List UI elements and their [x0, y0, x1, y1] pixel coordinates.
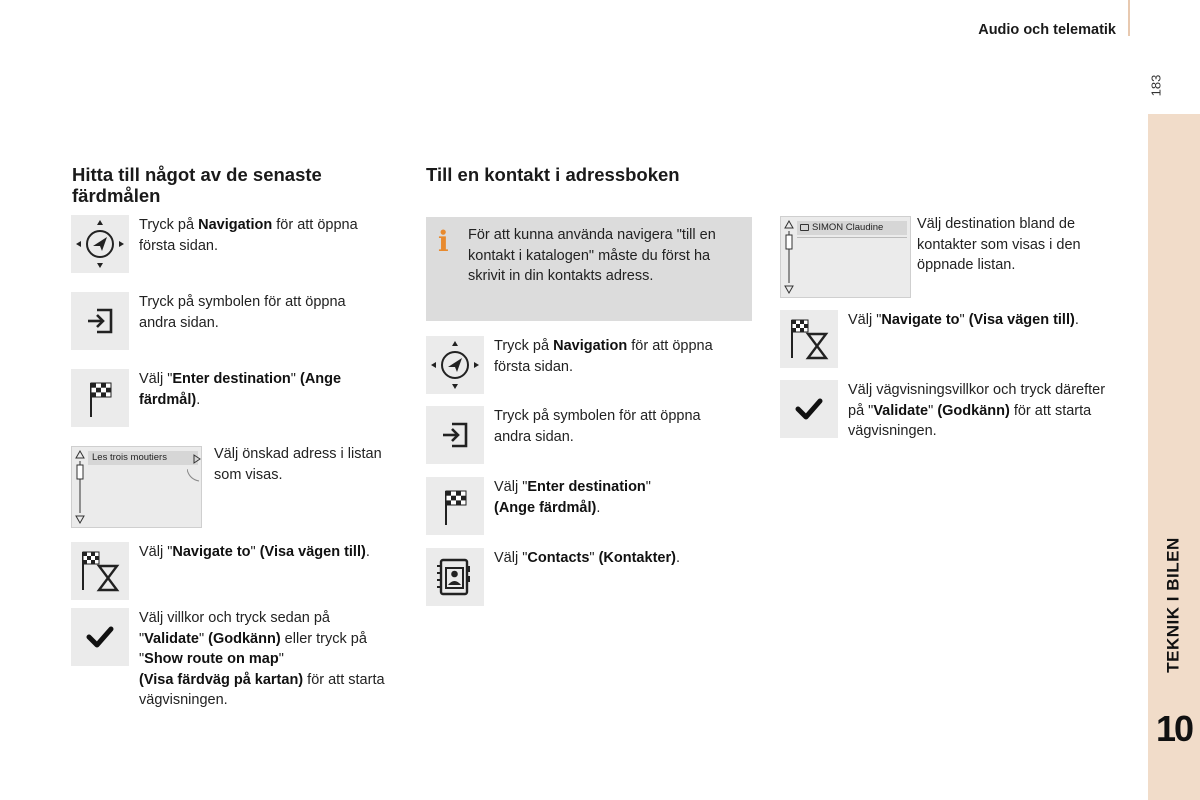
- contact-list-screen: [780, 216, 911, 298]
- step-navigation: Tryck på Navigation för att öppna första sidan.: [71, 215, 379, 273]
- step-select-address: [71, 446, 392, 528]
- step-next-page: [426, 406, 734, 464]
- flag-hourglass-icon: [780, 310, 838, 368]
- step-text: Tryck på symbolen för att öppna andra sidan.: [139, 294, 346, 331]
- step-contacts: Välj "Contacts" (Kontakter).: [426, 548, 734, 606]
- step-enter-destination: Välj "Enter destination" (Ange färdmål).: [71, 369, 379, 427]
- chevron-right-icon: [193, 454, 201, 464]
- next-page-icon: [426, 406, 484, 464]
- checkmark-icon: [71, 608, 129, 666]
- address-list-screen: [71, 446, 202, 528]
- section-title-contact: Till en kontakt i adressboken: [426, 164, 680, 185]
- step-text: Tryck på symbolen för att öppna andra sidan.: [494, 408, 701, 445]
- checkered-flag-icon: [426, 477, 484, 535]
- list-scroll-icon: [783, 219, 795, 295]
- checkmark-icon: [780, 380, 838, 438]
- flag-hourglass-icon: [71, 542, 129, 600]
- step-text: Välj destination bland de kontakter som visas i den öppnade listan.: [917, 216, 1081, 273]
- navigation-compass-icon: [71, 215, 129, 273]
- contacts-book-icon: [426, 548, 484, 606]
- chapter-label: TEKNIK I BILEN: [1164, 537, 1184, 673]
- step-validate: Välj villkor och tryck sedan på "Validate" (Godkänn) eller tryck på "Show route on map" (Visa färdväg på kartan) för att starta vägvisningen.: [71, 608, 389, 711]
- step-navigate-to: Välj "Navigate to" (Visa vägen till).: [71, 542, 389, 600]
- list-scroll-icon: [74, 449, 86, 525]
- step-next-page: [71, 292, 379, 350]
- checkered-flag-icon: [71, 369, 129, 427]
- contact-list-row: SIMON Claudine: [797, 221, 907, 235]
- page-header-title: Audio och telematik: [978, 22, 1116, 38]
- header-rule: [1128, 0, 1130, 36]
- step-select-contact: [780, 216, 1111, 298]
- info-icon: i: [438, 225, 449, 258]
- contact-card-icon: [800, 224, 809, 231]
- info-text: För att kunna använda navigera "till en kontakt i katalogen" måste du först ha skrivit in din kontakts adress.: [468, 227, 716, 284]
- address-list-row: Les trois moutiers: [88, 451, 198, 465]
- step-navigation: Tryck på Navigation för att öppna första sidan.: [426, 336, 734, 394]
- step-navigate-to: Välj "Navigate to" (Visa vägen till).: [780, 310, 1108, 368]
- next-page-icon: [71, 292, 129, 350]
- list-curve-icon: [187, 469, 201, 483]
- step-validate: Välj vägvisningsvillkor och tryck därefter på "Validate" (Godkänn) för att starta vägvisningen.: [780, 380, 1108, 442]
- navigation-compass-icon: [426, 336, 484, 394]
- list-divider: [797, 237, 907, 238]
- info-box: [426, 217, 752, 321]
- page-number: 183: [1148, 74, 1164, 96]
- chapter-number: 10: [1155, 708, 1193, 749]
- chapter-tab: [1148, 114, 1200, 800]
- step-enter-destination: Välj "Enter destination" (Ange färdmål).: [426, 477, 734, 535]
- step-text: Välj önskad adress i listan som visas.: [214, 446, 382, 483]
- section-title-recent-destinations: Hitta till något av de senaste färdmålen: [72, 164, 322, 206]
